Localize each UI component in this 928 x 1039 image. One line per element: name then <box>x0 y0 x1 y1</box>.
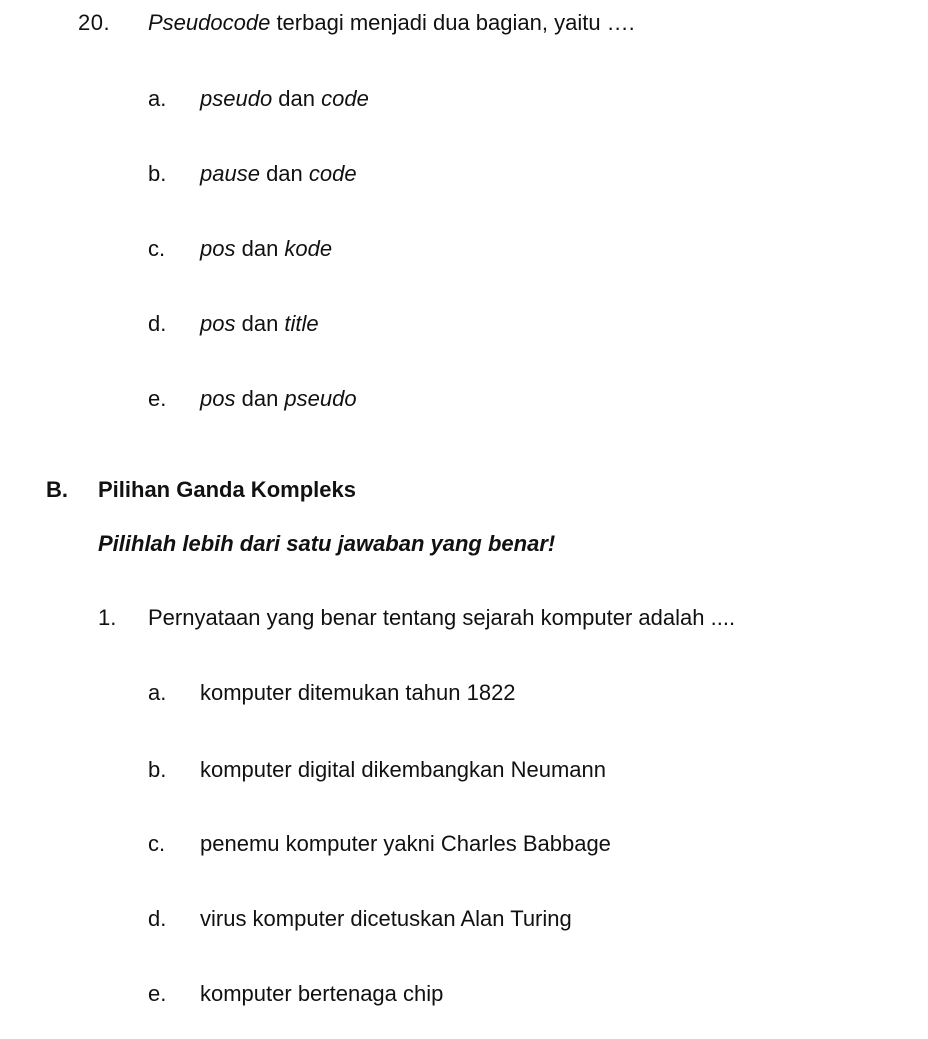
option-letter: e. <box>148 386 167 411</box>
question-number: 20. <box>78 10 111 35</box>
section-letter: B. <box>46 477 68 502</box>
option-letter: d. <box>148 906 167 931</box>
option-letter: c. <box>148 236 166 261</box>
option-text: komputer ditemukan tahun 1822 <box>200 680 516 705</box>
option-letter: c. <box>148 831 166 856</box>
question-stem: Pseudocode terbagi menjadi dua bagian, yaitu …. <box>148 10 635 35</box>
question-stem: Pernyataan yang benar tentang sejarah komputer adalah .... <box>148 605 736 630</box>
option-letter: a. <box>148 86 167 111</box>
option-letter: b. <box>148 757 167 782</box>
option-letter: b. <box>148 161 167 186</box>
question-number: 1. <box>98 605 117 630</box>
option-text: pos dan pseudo <box>200 386 357 411</box>
option-letter: d. <box>148 311 167 336</box>
option-text: pos dan kode <box>200 236 333 261</box>
option-text: komputer digital dikembangkan Neumann <box>200 757 607 782</box>
option-text: pseudo dan code <box>200 86 369 111</box>
option-letter: e. <box>148 981 167 1006</box>
option-text: pause dan code <box>200 161 357 186</box>
option-text: komputer bertenaga chip <box>200 981 444 1006</box>
section-instruction: Pilihlah lebih dari satu jawaban yang benar! <box>98 531 556 556</box>
option-text: penemu komputer yakni Charles Babbage <box>200 831 611 856</box>
option-letter: a. <box>148 680 167 705</box>
option-text: virus komputer dicetuskan Alan Turing <box>200 906 572 931</box>
section-title: Pilihan Ganda Kompleks <box>98 477 356 502</box>
option-text: pos dan title <box>200 311 319 336</box>
